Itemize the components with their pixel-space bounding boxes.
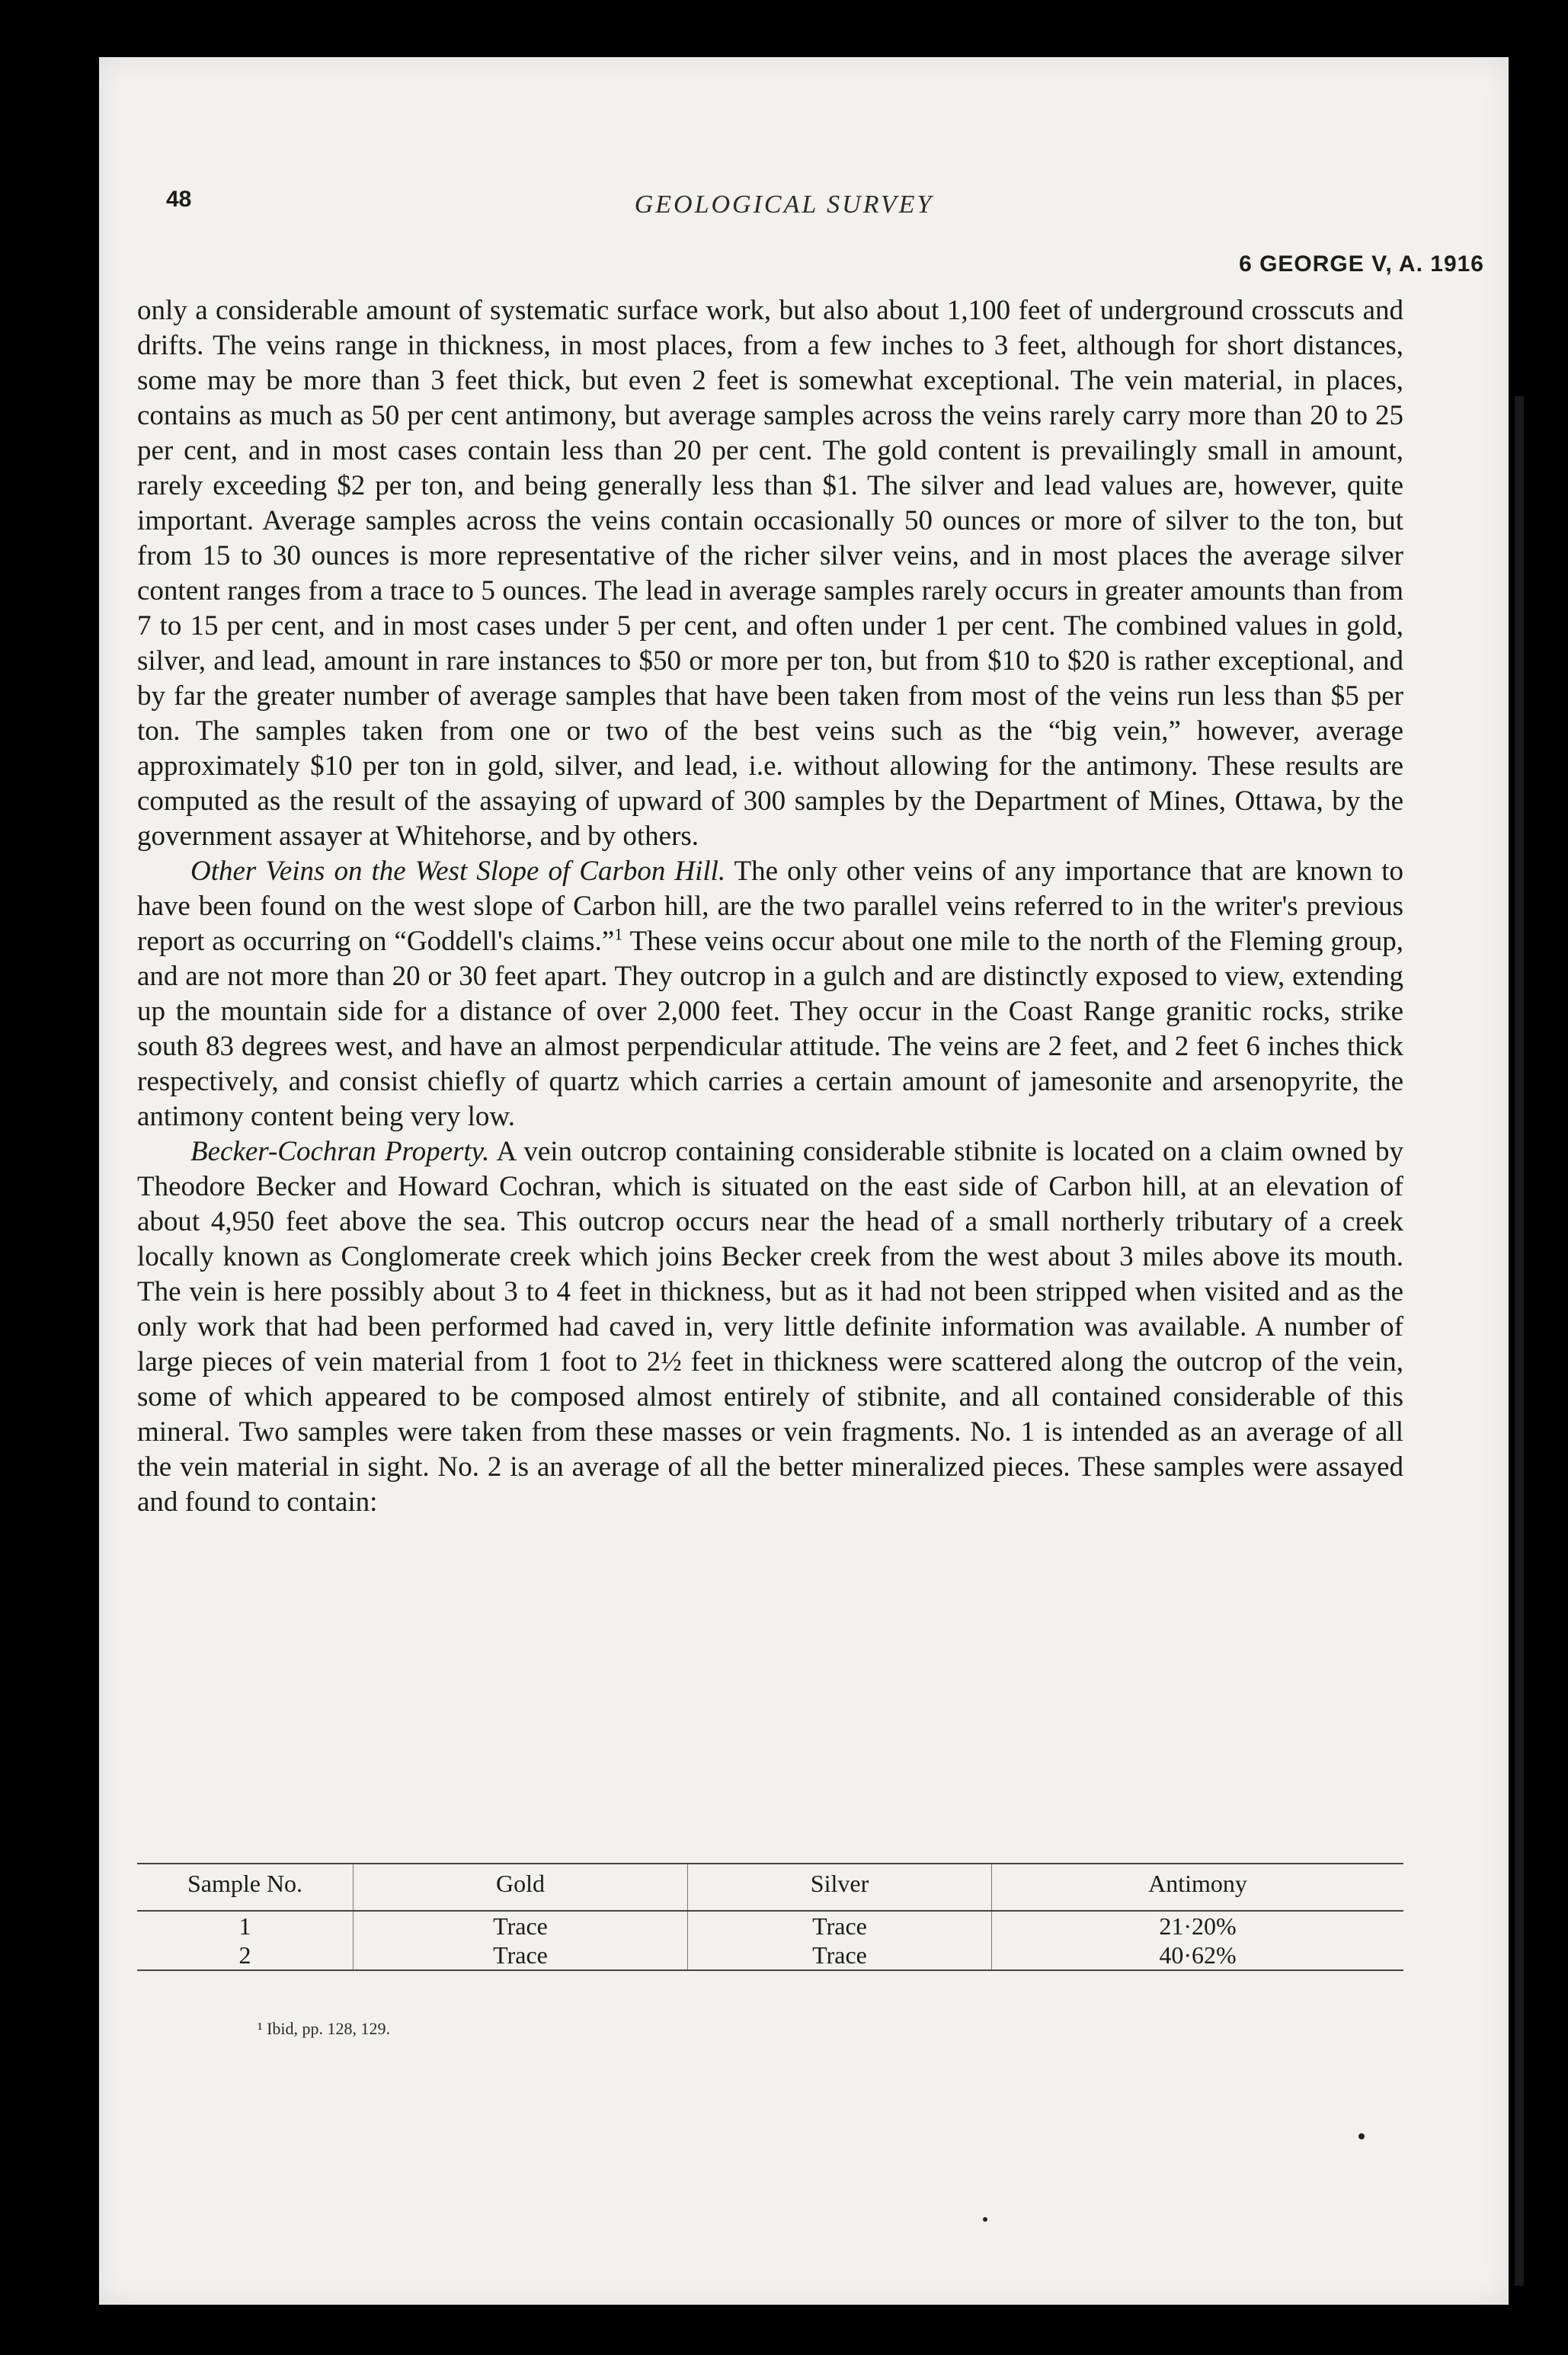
table-header: Silver: [688, 1864, 992, 1911]
table-cell: Trace: [354, 1911, 688, 1941]
footnote: ¹ Ibid, pp. 128, 129.: [258, 2019, 391, 2038]
imprint-line: 6 GEORGE V, A. 1916: [1239, 251, 1484, 277]
table-cell: Trace: [688, 1911, 992, 1941]
table-header-row: [137, 1864, 1403, 1911]
running-head: GEOLOGICAL SURVEY: [634, 190, 934, 219]
paragraph-text: The only other veins of any importance that are known to have been found on the west slope of Carbon hill, are the two parallel veins referred to in the writer's previous report as occurring on “Goddell's claims.”: [137, 856, 1403, 957]
table-cell: 40·62%: [992, 1941, 1404, 1970]
paragraph-lead: Other Veins on the West Slope of Carbon Hill.: [190, 856, 726, 887]
scan-speck: [1358, 2133, 1365, 2139]
table-cell: Trace: [354, 1941, 688, 1970]
table-cell: 21·20%: [992, 1911, 1404, 1941]
table-row: [137, 1941, 1403, 1970]
body-text: [137, 293, 1403, 1520]
paragraph: [137, 293, 1403, 854]
table-cell: 2: [137, 1941, 354, 1970]
table-row: [137, 1911, 1403, 1941]
table-header: Sample No.: [137, 1864, 354, 1911]
paragraph-lead: Becker-Cochran Property.: [190, 1136, 490, 1167]
table-header: Antimony: [992, 1864, 1404, 1911]
table-cell: 1: [238, 1912, 251, 1940]
footnote-marker: 1: [614, 924, 623, 944]
paragraph-text: These veins occur about one mile to the north of the Fleming group, and are not more than 20 or 30 feet apart. They outcrop in a gulch and are distinctly exposed to view, extending up the mountain side for a distance of over 2,000 feet. They occur in the Coast Range granitic rocks, strike south 83 degrees west, and have an almost perpendicular attitude. The veins are 2 feet, and 2 feet 6 inches thick respectively, and consist chiefly of quartz which carries a certain amount of jamesonite and arsenopyrite, the antimony content being very low.: [137, 926, 1403, 1132]
assay-table: [137, 1863, 1403, 1971]
paragraph: [137, 854, 1403, 1134]
scan-edge: [1515, 396, 1524, 2286]
paragraph-text: A vein outcrop containing considerable stibnite is located on a claim owned by Theodore Becker and Howard Cochran, which is situated on the east side of Carbon hill, at an elevation of about 4,950 feet above the sea. This outcrop occurs near the head of a small northerly tributary of a creek locally known as Conglomerate creek which joins Becker creek from the west about 3 miles above its mouth. The vein is here possibly about 3 to 4 feet in thickness, but as it had not been stripped when visited and as the only work that had been performed had caved in, very little definite information was available. A number of large pieces of vein material from 1 foot to 2½ feet in thickness were scattered along the outcrop of the vein, some of which appeared to be composed almost entirely of stibnite, and all contained considerable of this mineral. Two samples were taken from these masses or vein fragments. No. 1 is intended as an average of all the vein material in sight. No. 2 is an average of all the better mineralized pieces. These samples were assayed and found to contain:: [137, 1136, 1403, 1518]
paragraph-text: only a considerable amount of systematic surface work, but also about 1,100 feet of underground crosscuts and drifts. The veins range in thickness, in most places, from a few inches to 3 feet, although for short distances, some may be more than 3 feet thick, but even 2 feet is somewhat exceptional. The vein material, in places, contains as much as 50 per cent antimony, but average samples across the veins rarely carry more than 20 to 25 per cent, and in most cases contain less than 20 per cent. The gold content is prevailingly small in amount, rarely exceeding $2 per ton, and being generally less than $1. The silver and lead values are, however, quite important. Average samples across the veins contain occasionally 50 ounces or more of silver to the ton, but from 15 to 30 ounces is more representative of the richer silver veins, and in most places the average silver content ranges from a trace to 5 ounces. The lead in average samples rarely occurs in greater amounts than from 7 to 15 per cent, and in most cases under 5 per cent, and often under 1 per cent. The combined values in gold, silver, and lead, amount in rare instances to $50 or more per ton, but from $10 to $20 is rather exceptional, and by far the greater number of average samples that have been taken from most of the veins run less than $5 per ton. The samples taken from one or two of the best veins such as the “big vein,” however, average approximately $10 per ton in gold, silver, and lead, i.e. without allowing for the antimony. These results are computed as the result of the assaying of upward of 300 samples by the Department of Mines, Ottawa, by the government assayer at Whitehorse, and by others.: [137, 295, 1403, 852]
table-cell: Trace: [688, 1941, 992, 1970]
paragraph: [137, 1134, 1403, 1520]
page-number: 48: [166, 187, 192, 212]
table-header: Gold: [354, 1864, 688, 1911]
scan-speck: [983, 2217, 987, 2222]
